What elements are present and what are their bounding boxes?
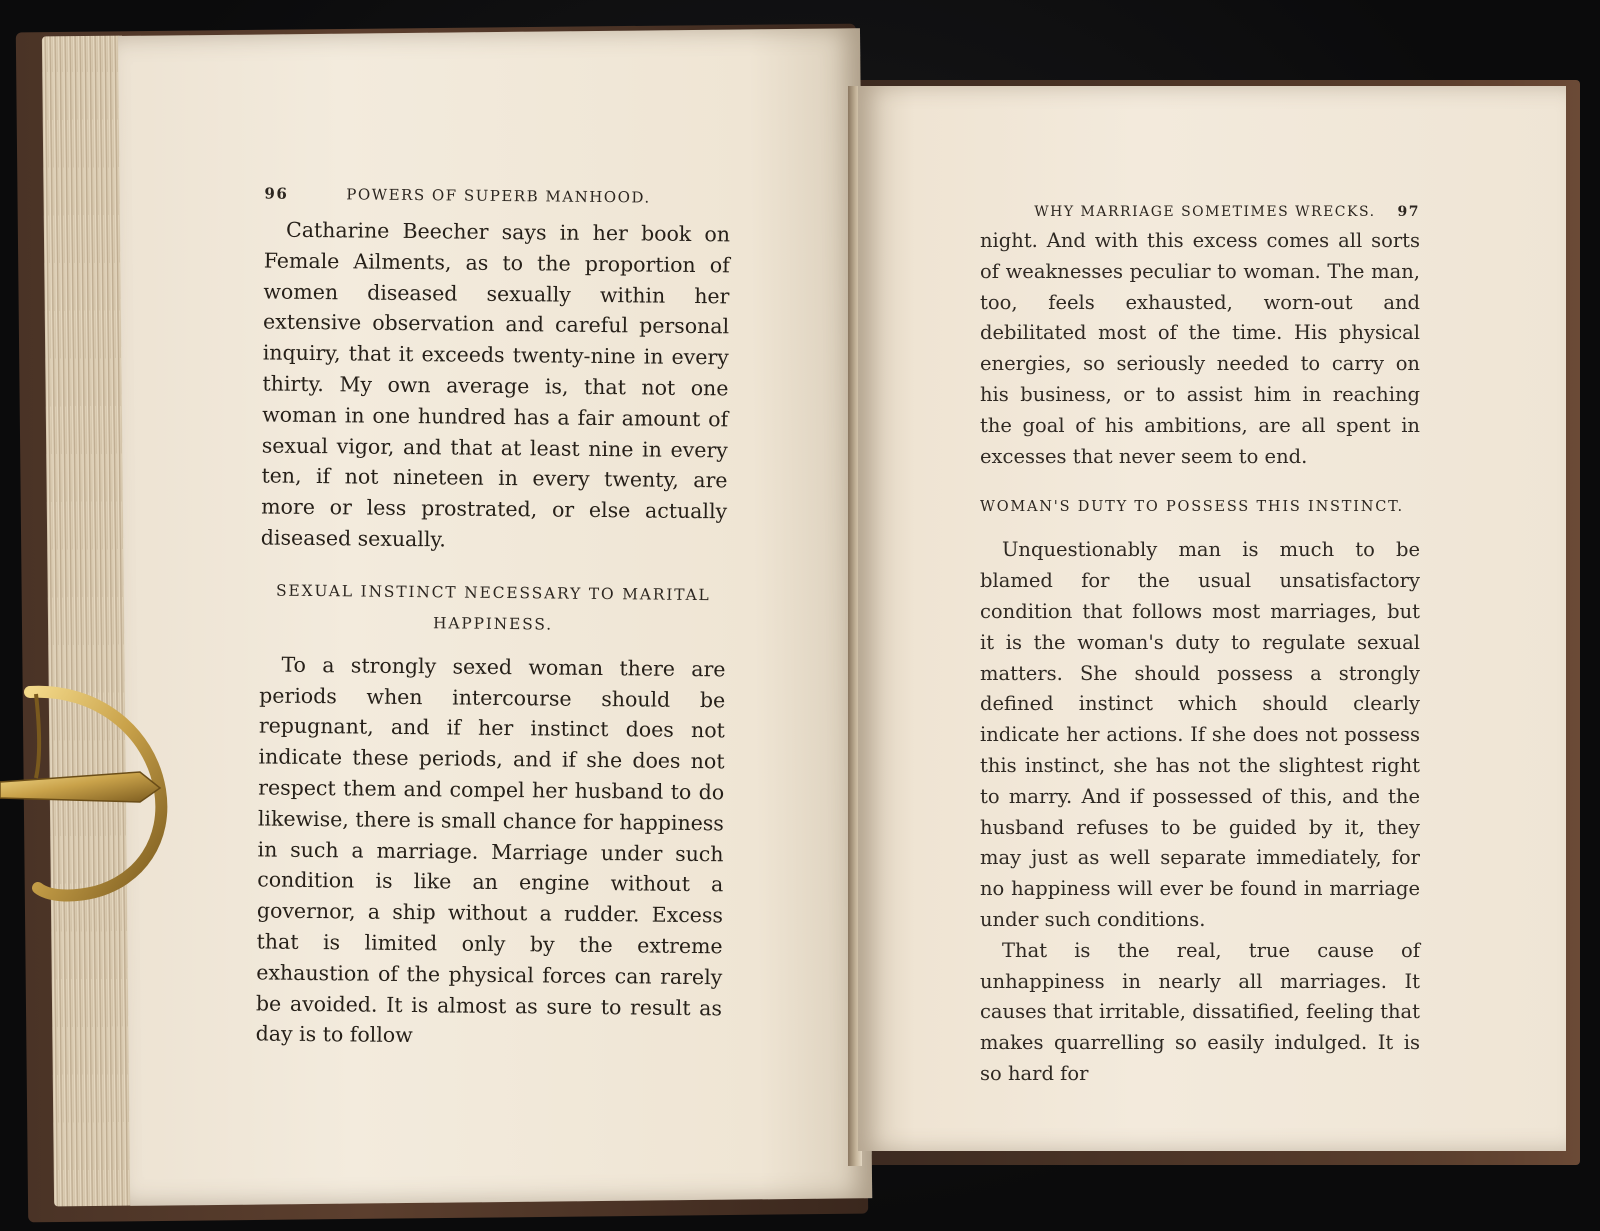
left-page-text [256,184,731,1054]
left-running-title: POWERS OF SUPERB MANHOOD. [346,185,651,207]
left-paragraph-2: To a strongly sexed woman there are periods when intercourse should be repugnant, and if her instinct does not indicate these periods, and if she does not respect them and compel her husband to do likewise, there is small chance for happiness in such a marriage. Marriage under such condition is like an engine without a governor, a ship without a rudder. Excess that is limited only by the extreme exhaustion of the physical forces can rarely be avoided. It is almost as sure to result as day is to follow [255,652,726,1048]
right-page-text [980,204,1420,1090]
left-paragraph-1: Catharine Beecher says in her book on Female Ailments, as to the proportion of women diseased sexually within her extensive observation and careful personal inquiry, that it exceeds twenty-nine in every thirty. My own average is, that not one woman in one hundred has a fair amount of sexual vigor, and that at least nine in every ten, if not nineteen in every twenty, are more or less prostrated, or else actually diseased sexually. [260,217,731,552]
left-section-heading-line2: HAPPINESS. [432,614,554,634]
left-section-heading-line1: SEXUAL INSTINCT NECESSARY TO MARITAL [275,581,711,604]
right-running-head [980,204,1420,220]
left-running-head [264,184,730,207]
right-paragraph-1: night. And with this excess comes all sorts of weaknesses peculiar to woman. The man, too, feels exhausted, worn-out and debilitated most of the time. His physical energies, so seriously needed to carry on his business, or to assist him in reaching the goal of his ambitions, are all spent in excesses that never seem to end. [980,229,1420,468]
right-section-heading: WOMAN'S DUTY TO POSSESS THIS INSTINCT. [980,499,1404,516]
anchor-bookmark-icon [0,670,180,910]
right-running-title: WHY MARRIAGE SOMETIMES WRECKS. [1034,204,1376,220]
right-paragraph-3: That is the real, true cause of unhappiness in nearly all marriages. It causes that irritable, dissatified, feeling that makes quarrelling so easily indulged. It is so hard for [980,938,1420,1085]
right-page-number: 97 [1397,204,1420,220]
left-section-heading [260,575,727,642]
right-paragraph-2: Unquestionably man is much to be blamed for the usual unsatisfactory condition that follows most marriages, but it is the woman's duty to regulate sexual matters. She should possess a strongly defined instinct which should clearly indicate her actions. If she does not possess this instinct, she has not the slightest right to marry. And if possessed of this, and the husband refuses to be guided by it, they may just as well separate immediately, for no happiness will ever be found in marriage under such conditions. [980,538,1420,931]
left-page-number: 96 [264,184,289,203]
right-page [858,86,1566,1151]
left-page [118,28,872,1206]
